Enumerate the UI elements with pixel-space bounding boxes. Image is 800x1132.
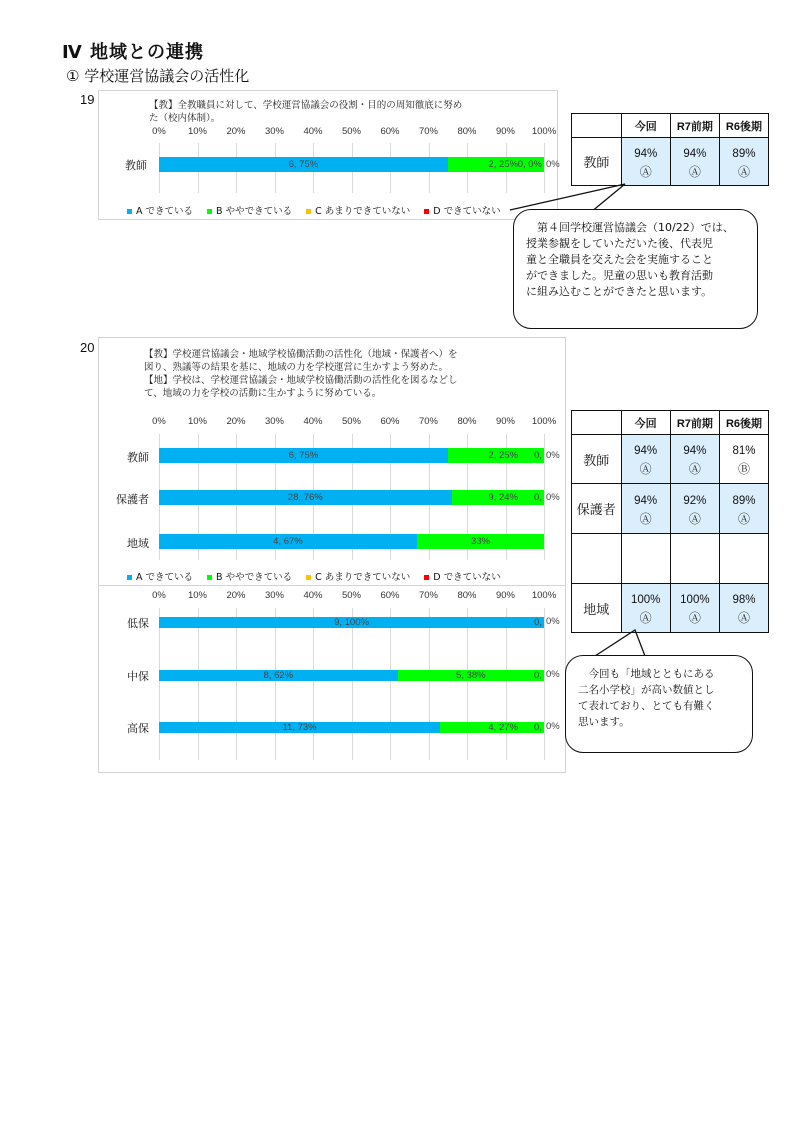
bar-segment-a [159, 722, 440, 733]
bar-row [159, 448, 544, 463]
score-cell [719, 138, 768, 186]
tick: 10% [187, 590, 208, 601]
legend-swatch [306, 575, 311, 580]
tick: 60% [380, 416, 400, 427]
column-header: R6後期 [719, 114, 768, 138]
column-header: R7前期 [670, 114, 719, 138]
comment-line: に組み込むことができたと思います。 [526, 285, 713, 298]
chart-20-parents-by-grade [98, 585, 566, 773]
tick: 80% [457, 126, 477, 137]
tick: 50% [341, 126, 362, 137]
tick: 0% [152, 590, 166, 601]
category-label: 中保 [127, 670, 149, 683]
tick: 90% [495, 126, 516, 137]
empty-cell [621, 534, 670, 584]
bar-row [159, 157, 544, 172]
legend-item [127, 569, 193, 583]
comment-bubble-20 [565, 655, 753, 753]
table-corner [572, 114, 622, 138]
tick: 10% [187, 126, 208, 137]
tick: 0% [152, 126, 166, 137]
category-label: 教師 [125, 159, 147, 172]
score-table-20 [571, 410, 769, 633]
data-label: 0% [546, 492, 560, 503]
question-text [144, 348, 458, 400]
category-label: 高保 [127, 722, 149, 735]
x-axis-ticks [152, 590, 557, 602]
row-label: 地域 [572, 584, 622, 633]
data-label: 5, 38% [456, 670, 486, 681]
question-line: 図り、熟議等の結果を基に、地域の力を学校運営に生かすよう努めた。 [144, 362, 449, 373]
score-percent: 89% [732, 147, 756, 160]
data-label: 0, 0% [517, 159, 542, 170]
tick: 40% [303, 590, 323, 601]
grade-badge: Ⓐ [737, 511, 750, 526]
tick: 10% [187, 416, 208, 427]
comment-line: 思います。 [578, 716, 630, 728]
tick: 20% [226, 126, 246, 137]
tick: 90% [495, 416, 516, 427]
data-label: 0, [534, 492, 542, 503]
score-percent: 81% [732, 445, 756, 457]
tick: 100% [531, 416, 557, 427]
score-cell [670, 584, 719, 633]
bar-segment-b [452, 490, 544, 505]
bar-row [159, 617, 544, 628]
bar-segment-b [448, 448, 544, 463]
comment-line: て表れており、とても有難く [578, 700, 715, 712]
data-label: 11, 73% [282, 722, 317, 733]
bar-segment-a [159, 490, 452, 505]
legend-label: C あまりできていない [315, 206, 411, 217]
legend-label: D できていない [433, 206, 501, 217]
bar-row [159, 722, 544, 733]
comment-line: 第４回学校運営協議会（10/22）では、 [526, 221, 734, 234]
x-axis-ticks [152, 416, 557, 428]
table-corner [572, 411, 622, 435]
category-label: 保護者 [116, 493, 149, 506]
comment-line: 二名小学校」が高い数値とし [578, 684, 715, 696]
sub-title: ① 学校運営協議会の活性化 [66, 67, 250, 85]
gridlines [159, 608, 544, 760]
column-header: R7前期 [670, 411, 719, 435]
grade-badge: Ⓐ [639, 511, 652, 526]
grade-badge: Ⓐ [688, 164, 701, 179]
empty-cell [572, 534, 622, 584]
data-label: 0% [546, 450, 560, 461]
data-label: 33% [470, 536, 490, 547]
category-label: 教師 [127, 451, 149, 464]
bar-segment-a [159, 617, 544, 628]
legend-swatch [424, 575, 429, 580]
tick: 30% [264, 126, 285, 137]
grade-badge: Ⓑ [737, 462, 750, 476]
grade-badge: Ⓐ [688, 462, 701, 476]
score-percent: 94% [683, 445, 707, 457]
tick: 70% [418, 590, 439, 601]
score-cell [719, 484, 768, 534]
row-label: 教師 [572, 138, 622, 186]
grade-badge: Ⓐ [639, 164, 652, 179]
legend-item [424, 203, 500, 217]
column-header: 今回 [621, 411, 670, 435]
legend-swatch [424, 209, 429, 214]
grade-badge: Ⓐ [639, 611, 652, 625]
grade-badge: Ⓐ [688, 511, 701, 526]
data-label: 8, 62% [263, 670, 294, 681]
tick: 40% [303, 416, 323, 427]
legend-item [424, 569, 500, 583]
bar-segment-a [159, 157, 448, 172]
bar-segment-b [440, 722, 544, 733]
score-percent: 98% [732, 594, 756, 606]
tick: 30% [264, 416, 285, 427]
chart-20 [98, 337, 566, 587]
bar-row [159, 670, 544, 681]
category-label: 地域 [127, 537, 149, 550]
tick: 90% [495, 590, 516, 601]
data-label: 0, [534, 722, 542, 733]
legend-label: B ややできている [216, 572, 293, 583]
row-label: 保護者 [572, 484, 622, 534]
tick: 30% [264, 590, 285, 601]
tick: 20% [226, 590, 246, 601]
legend-swatch [127, 209, 132, 214]
score-percent: 89% [732, 494, 756, 507]
bar-segment-a [159, 670, 398, 681]
legend [127, 569, 501, 583]
data-label: 28, 76% [287, 492, 323, 503]
question-text [149, 99, 462, 125]
comment-line: 授業参観をしていただいた後、代表児 [526, 237, 713, 250]
tick: 50% [341, 416, 362, 427]
data-label: 0% [546, 616, 560, 627]
x-axis-ticks [152, 126, 557, 138]
grade-badge: Ⓐ [688, 611, 701, 625]
column-header: R6後期 [719, 411, 768, 435]
score-percent: 94% [634, 445, 658, 457]
empty-cell [670, 534, 719, 584]
question-line: た（校内体制）。 [149, 113, 221, 124]
score-percent: 92% [683, 494, 707, 507]
data-label: 2, 25% [488, 159, 518, 170]
data-label: 0% [546, 721, 560, 732]
legend-item [127, 203, 193, 217]
tick: 0% [152, 416, 166, 427]
score-percent: 100% [680, 594, 710, 606]
tick: 60% [380, 590, 400, 601]
score-percent: 94% [634, 494, 658, 507]
comment-line: 今回も「地域とともにある [578, 668, 715, 680]
data-label: 0, [534, 450, 542, 461]
legend-label: A できている [136, 206, 194, 217]
tick: 80% [457, 590, 477, 601]
data-label: 0, [534, 670, 542, 681]
legend-item [207, 569, 292, 583]
score-cell [670, 484, 719, 534]
legend-label: A できている [136, 572, 194, 583]
data-label: 9, 100% [334, 617, 369, 628]
tick: 80% [457, 416, 477, 427]
score-percent: 94% [634, 147, 658, 160]
data-label: 4, 27% [488, 722, 518, 733]
legend-item [306, 569, 410, 583]
legend-swatch [207, 575, 212, 580]
score-cell [670, 435, 719, 484]
legend-item [207, 203, 292, 217]
section-title: Ⅳ 地域との連携 [62, 42, 205, 63]
legend-label: B ややできている [216, 206, 293, 217]
data-label: 0, [534, 617, 542, 628]
bar-segment-b [417, 534, 544, 549]
score-percent: 94% [683, 147, 707, 160]
legend-item [306, 203, 410, 217]
tick: 70% [418, 416, 439, 427]
tick: 60% [380, 126, 400, 137]
grade-badge: Ⓐ [737, 611, 750, 625]
question-number: 19 [80, 92, 95, 107]
tick: 100% [531, 590, 557, 601]
grade-badge: Ⓐ [737, 164, 750, 179]
bar-row [159, 490, 544, 505]
data-label: 4, 67% [273, 536, 303, 547]
bar-row [159, 534, 544, 549]
data-label: 9, 24% [488, 492, 518, 503]
data-label: 0% [546, 159, 560, 170]
tick: 40% [303, 126, 323, 137]
legend-swatch [127, 575, 132, 580]
legend-swatch [207, 209, 212, 214]
column-header: 今回 [621, 114, 670, 138]
question-line: 【教】全教職員に対して、学校運営協議会の役割・目的の周知徹底に努め [149, 100, 463, 111]
bar-segment-a [159, 448, 448, 463]
category-label: 低保 [127, 617, 149, 630]
grade-badge: Ⓐ [639, 462, 652, 476]
data-label: 6, 75% [288, 159, 319, 170]
score-cell [670, 138, 719, 186]
tick: 70% [418, 126, 439, 137]
comment-line: ができました。児童の思いも教育活動 [526, 269, 713, 282]
question-number: 20 [80, 340, 95, 355]
score-cell [621, 484, 670, 534]
comment-bubble-19 [513, 209, 758, 329]
tick: 100% [531, 126, 557, 137]
legend-swatch [306, 209, 311, 214]
data-label: 2, 25% [488, 450, 518, 461]
legend-label: C あまりできていない [315, 572, 411, 583]
tick: 20% [226, 416, 246, 427]
bar-segment-a [159, 534, 417, 549]
empty-cell [719, 534, 768, 584]
legend [127, 203, 501, 217]
score-cell [621, 435, 670, 484]
comment-line: 童と全職員を交えた会を実施すること [526, 253, 713, 266]
data-label: 0% [546, 669, 560, 680]
row-label: 教師 [572, 435, 622, 484]
data-label: 6, 75% [288, 450, 319, 461]
bar-segment-b [398, 670, 544, 681]
question-line: 【教】学校運営協議会・地域学校協働活動の活性化（地域・保護者へ）を [144, 349, 458, 360]
score-percent: 100% [630, 594, 661, 606]
question-line: 【地】学校は、学校運営協議会・地域学校協働活動の活性化を図るなどし [144, 375, 458, 386]
chart-19 [98, 90, 558, 220]
score-cell [719, 584, 768, 633]
tick: 50% [341, 590, 362, 601]
question-line: て、地域の力を学校の活動に生かすように努めている。 [144, 388, 382, 399]
score-cell [719, 435, 768, 484]
legend-label: D できていない [433, 572, 501, 583]
